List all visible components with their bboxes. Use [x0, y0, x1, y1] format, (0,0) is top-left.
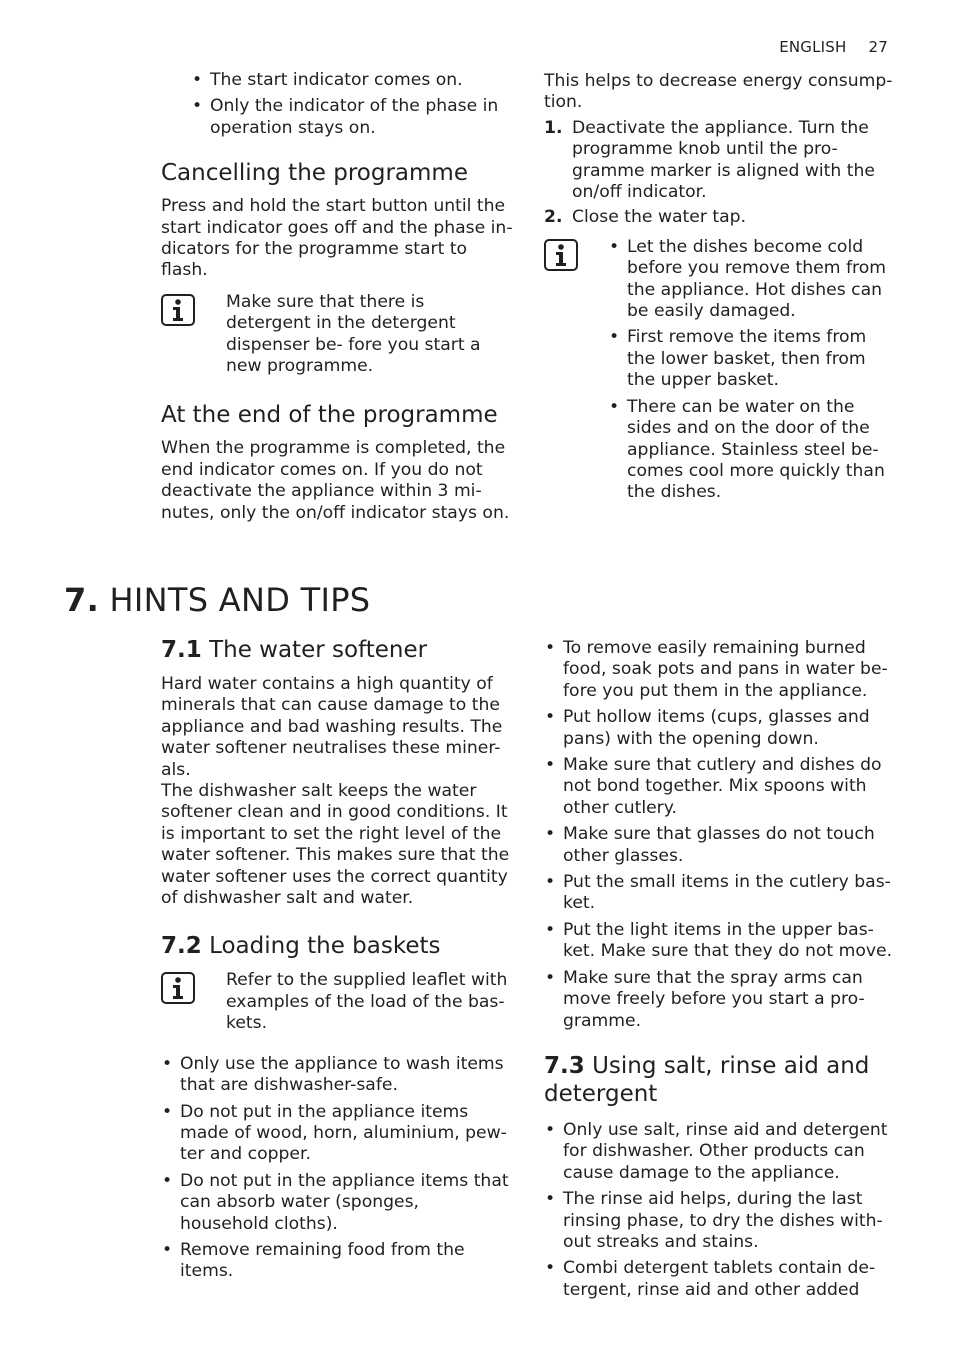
- list-item: • Put the small items in the cutlery bas- ket.: [544, 872, 896, 915]
- list-item: • Combi detergent tablets contain de- tergent, rinse aid and other added: [544, 1258, 896, 1301]
- header-language: ENGLISH: [779, 38, 847, 56]
- list-item: • There can be water on the sides and on the door of the appliance. Stainless steel be- comes cool more quickly than the dishes.: [608, 397, 896, 504]
- phase-bullets: [191, 70, 513, 139]
- water-softener-p2: The dishwasher salt keeps the water softener clean and in good conditions. It is important to set the right level of the water softener. This makes sure that the water softener uses the correct quantity of dishwasher salt and water.: [161, 781, 510, 909]
- left-column-top: [161, 70, 513, 524]
- list-item: • Only the indicator of the phase in operation stays on.: [191, 96, 513, 139]
- page-header: [779, 38, 888, 56]
- section-heading-7-2: 7.2 Loading the baskets: [161, 933, 441, 960]
- page-number: 27: [868, 38, 888, 56]
- cancel-heading: Cancelling the programme: [161, 160, 468, 187]
- list-item: • Make sure that cutlery and dishes do not bond together. Mix spoons with other cutlery.: [544, 755, 896, 819]
- list-item: • Make sure that glasses do not touch other glasses.: [544, 824, 896, 867]
- list-item: • Only use salt, rinse aid and detergent for dishwasher. Other products can cause damage to the appliance.: [544, 1120, 896, 1184]
- water-softener-p1: Hard water contains a high quantity of minerals that can cause damage to the appliance and bad washing results. The water softener neutralises these miner- als.: [161, 674, 503, 780]
- cancel-body: Press and hold the start button until the start indicator goes off and the phase in- dicators for the programme start to flash.: [161, 196, 513, 281]
- list-item: • The start indicator comes on.: [191, 70, 513, 91]
- info-icon: [544, 239, 578, 271]
- section-heading-7-1: 7.1 The water softener: [161, 637, 428, 663]
- list-item: • The rinse aid helps, during the last rinsing phase, to dry the dishes with- out streaks and stains.: [544, 1189, 896, 1253]
- list-item: • To remove easily remaining burned food, soak pots and pans in water be- fore you put them in the appliance.: [544, 638, 896, 702]
- left-column-bottom: [161, 636, 513, 1288]
- section-heading-7-3: 7.3 Using salt, rinse aid and detergent: [544, 1052, 870, 1107]
- info-note-leaflet: [161, 970, 513, 1034]
- list-item: • Put hollow items (cups, glasses and pans) with the opening down.: [544, 707, 896, 750]
- loading-tips-bullets: [544, 638, 896, 1032]
- right-column-bottom: [544, 638, 896, 1306]
- energy-intro: This helps to decrease energy consump- tion.: [544, 71, 893, 113]
- salt-rinse-bullets: [544, 1120, 896, 1301]
- info-bullets: [608, 237, 896, 504]
- chapter-heading: [64, 580, 370, 620]
- info-note-detergent: [161, 292, 513, 378]
- steps-list: [544, 118, 896, 229]
- list-item: 1. Deactivate the appliance. Turn the programme knob until the pro- gramme marker is aligned with the on/off indicator.: [544, 117, 875, 203]
- chapter-number: 7.: [64, 581, 100, 619]
- list-item: 2. Close the water tap.: [544, 207, 747, 228]
- list-item: • Let the dishes become cold before you remove them from the appliance. Hot dishes can be easily damaged.: [608, 237, 896, 323]
- info-text: Make sure that there is detergent in the detergent dispenser be- fore you start a new programme.: [226, 291, 481, 377]
- info-note-dishes: [544, 237, 896, 504]
- list-item: • First remove the items from the lower basket, then from the upper basket.: [608, 327, 896, 391]
- end-heading: At the end of the programme: [161, 402, 498, 429]
- chapter-title: HINTS AND TIPS: [109, 581, 371, 619]
- list-item: • Only use the appliance to wash items that are dishwasher-safe.: [161, 1054, 513, 1097]
- list-item: • Make sure that the spray arms can move freely before you start a pro- gramme.: [544, 968, 896, 1032]
- right-column-top: [544, 71, 896, 509]
- info-icon: [161, 294, 195, 326]
- list-item: • Remove remaining food from the items.: [161, 1240, 513, 1283]
- end-body: When the programme is completed, the end indicator comes on. If you do not deactivate the appliance within 3 mi- nutes, only the on/off indicator stays on.: [161, 438, 510, 523]
- list-item: • Put the light items in the upper bas- ket. Make sure that they do not move.: [544, 920, 896, 963]
- info-text: Refer to the supplied leaflet with examples of the load of the bas- kets.: [226, 970, 508, 1034]
- info-icon: [161, 972, 195, 1004]
- list-item: • Do not put in the appliance items that can absorb water (sponges, household cloths).: [161, 1171, 513, 1235]
- list-item: • Do not put in the appliance items made of wood, horn, aluminium, pew- ter and copper.: [161, 1102, 513, 1166]
- loading-bullets: [161, 1054, 513, 1283]
